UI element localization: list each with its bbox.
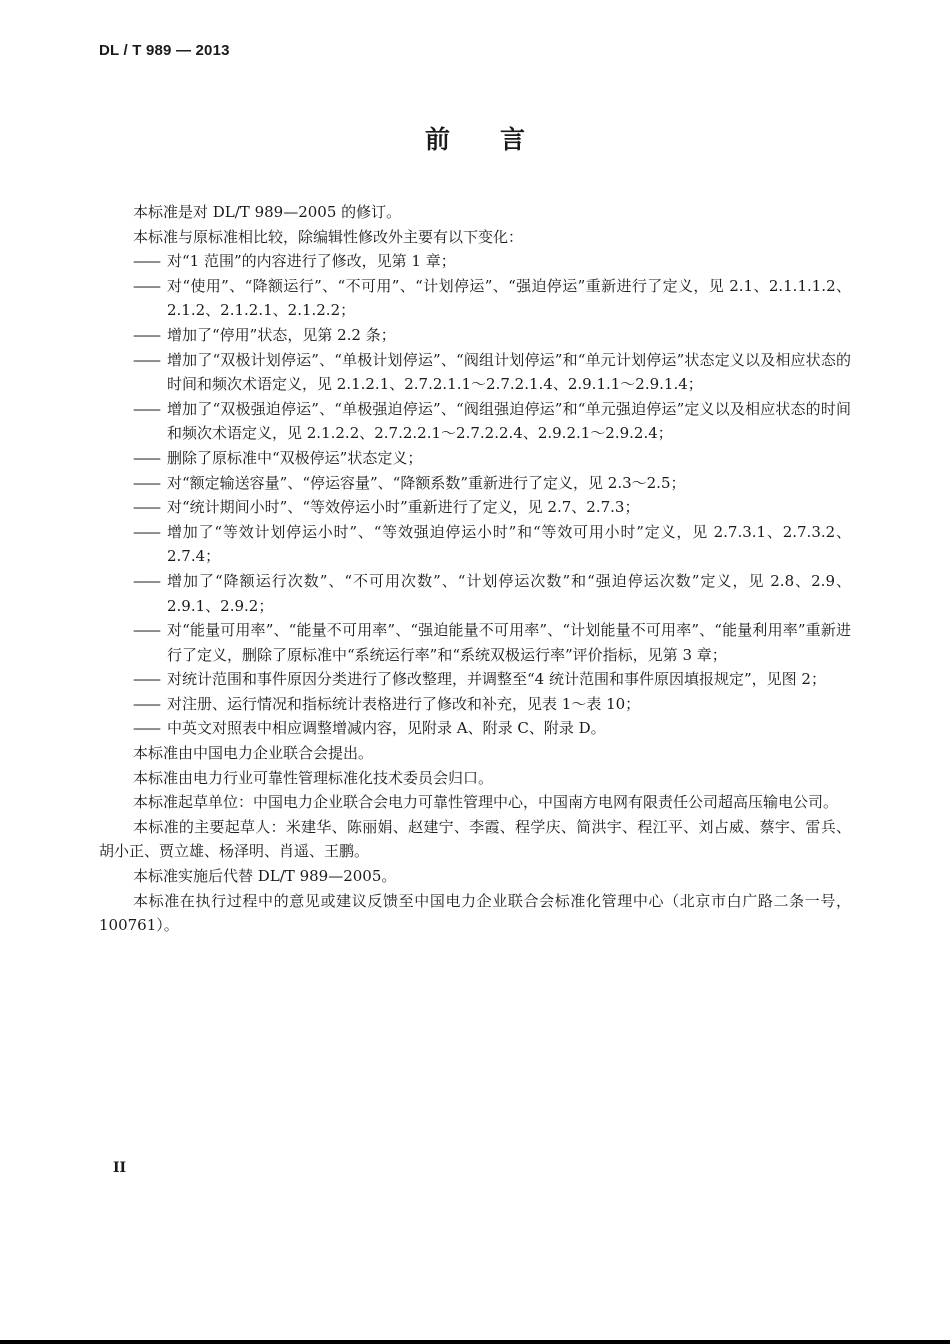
foreword-body [99, 200, 851, 938]
changes-list [99, 249, 851, 741]
dash-marker: —— [133, 473, 159, 492]
change-item [99, 495, 851, 520]
change-text: 对统计范围和事件原因分类进行了修改整理，并调整至“4 统计范围和事件原因填报规定”，见图 2； [167, 670, 826, 689]
change-item [99, 446, 851, 471]
intro-paragraph: 本标准是对 DL/T 989—2005 的修订。 [133, 203, 402, 221]
page-title: 前言 [424, 125, 575, 154]
change-item [99, 249, 851, 274]
change-text: 对“统计期间小时”、“等效停运小时”重新进行了定义，见 2.7、2.7.3； [167, 498, 640, 517]
change-text: 增加了“降额运行次数”、“不可用次数”、“计划停运次数”和“强迫停运次数”定义，见 2.8、2.9、2.9.1、2.9.2； [167, 571, 851, 615]
change-item [99, 323, 851, 348]
dash-marker: —— [133, 498, 159, 517]
dash-marker: —— [133, 399, 159, 418]
dash-marker: —— [133, 694, 159, 713]
change-item [99, 618, 851, 667]
closing-paragraph: 本标准起草单位：中国电力企业联合会电力可靠性管理中心，中国南方电网有限责任公司超高压输电公司。 [133, 793, 839, 812]
change-text: 增加了“双极强迫停运”、“单极强迫停运”、“阀组强迫停运”和“单元强迫停运”定义以及相应状态的时间和频次术语定义，见 2.1.2.2、2.7.2.2.1～2.7.2.2.4、2.9.2.1～2.9.2.4； [167, 399, 851, 443]
dash-marker: —— [133, 670, 159, 689]
change-item [99, 692, 851, 717]
dash-marker: —— [133, 325, 159, 344]
change-text: 对“能量可用率”、“能量不可用率”、“强迫能量不可用率”、“计划能量不可用率”、“能量利用率”重新进行了定义，删除了原标准中“系统运行率”和“系统双极运行率”评价指标，见第 3 章； [167, 621, 851, 664]
page-number: II [113, 1160, 127, 1176]
bottom-edge-rule [0, 1340, 950, 1344]
closing-paragraph: 本标准的主要起草人：米建华、陈丽娟、赵建宁、李霞、程学庆、简洪宇、程江平、刘占威、蔡宇、雷兵、胡小正、贾立雄、杨泽明、肖遥、王鹏。 [99, 817, 851, 861]
intro-paragraph: 本标准与原标准相比较，除编辑性修改外主要有以下变化： [133, 227, 524, 246]
dash-marker: —— [133, 252, 159, 271]
dash-marker: —— [133, 350, 159, 369]
closing-paragraph: 本标准由电力行业可靠性管理标准化技术委员会归口。 [133, 768, 494, 787]
change-text: 对“使用”、“降额运行”、“不可用”、“计划停运”、“强迫停运”重新进行了定义，见 2.1、2.1.1.1.2、2.1.2、2.1.2.1、2.1.2.2； [167, 276, 851, 320]
change-text: 对“额定输送容量”、“停运容量”、“降额系数”重新进行了定义，见 2.3～2.5； [167, 473, 686, 492]
change-text: 增加了“双极计划停运”、“单极计划停运”、“阀组计划停运”和“单元计划停运”状态定义以及相应状态的时间和频次术语定义，见 2.1.2.1、2.7.2.1.1～2.7.2.1.4、2.9.1.1～2.9.1.4； [167, 350, 851, 394]
closing-paragraph: 本标准实施后代替 DL/T 989—2005。 [133, 867, 397, 886]
standard-code: DL / T 989 — 2013 [99, 42, 230, 59]
change-text: 增加了“停用”状态，见第 2.2 条； [167, 325, 396, 344]
change-item [99, 569, 851, 618]
dash-marker: —— [133, 448, 159, 467]
dash-marker: —— [133, 276, 159, 295]
change-item [99, 471, 851, 496]
dash-marker: —— [133, 621, 159, 640]
closing-paragraph: 本标准在执行过程中的意见或建议反馈至中国电力企业联合会标准化管理中心（北京市白广路二条一号，100761）。 [99, 891, 851, 935]
change-text: 删除了原标准中“双极停运”状态定义； [167, 448, 423, 467]
change-item [99, 667, 851, 692]
change-item [99, 274, 851, 323]
dash-marker: —— [133, 719, 159, 738]
change-text: 对“1 范围”的内容进行了修改，见第 1 章； [167, 252, 456, 271]
change-item [99, 397, 851, 446]
closing-paragraph: 本标准由中国电力企业联合会提出。 [133, 744, 374, 763]
change-item [99, 716, 851, 741]
change-item [99, 520, 851, 569]
change-item [99, 348, 851, 397]
change-text: 增加了“等效计划停运小时”、“等效强迫停运小时”和“等效可用小时”定义，见 2.7.3.1、2.7.3.2、2.7.4； [167, 522, 851, 566]
dash-marker: —— [133, 571, 159, 590]
change-text: 中英文对照表中相应调整增减内容，见附录 A、附录 C、附录 D。 [167, 719, 606, 738]
dash-marker: —— [133, 522, 159, 541]
change-text: 对注册、运行情况和指标统计表格进行了修改和补充，见表 1～表 10； [167, 694, 641, 713]
